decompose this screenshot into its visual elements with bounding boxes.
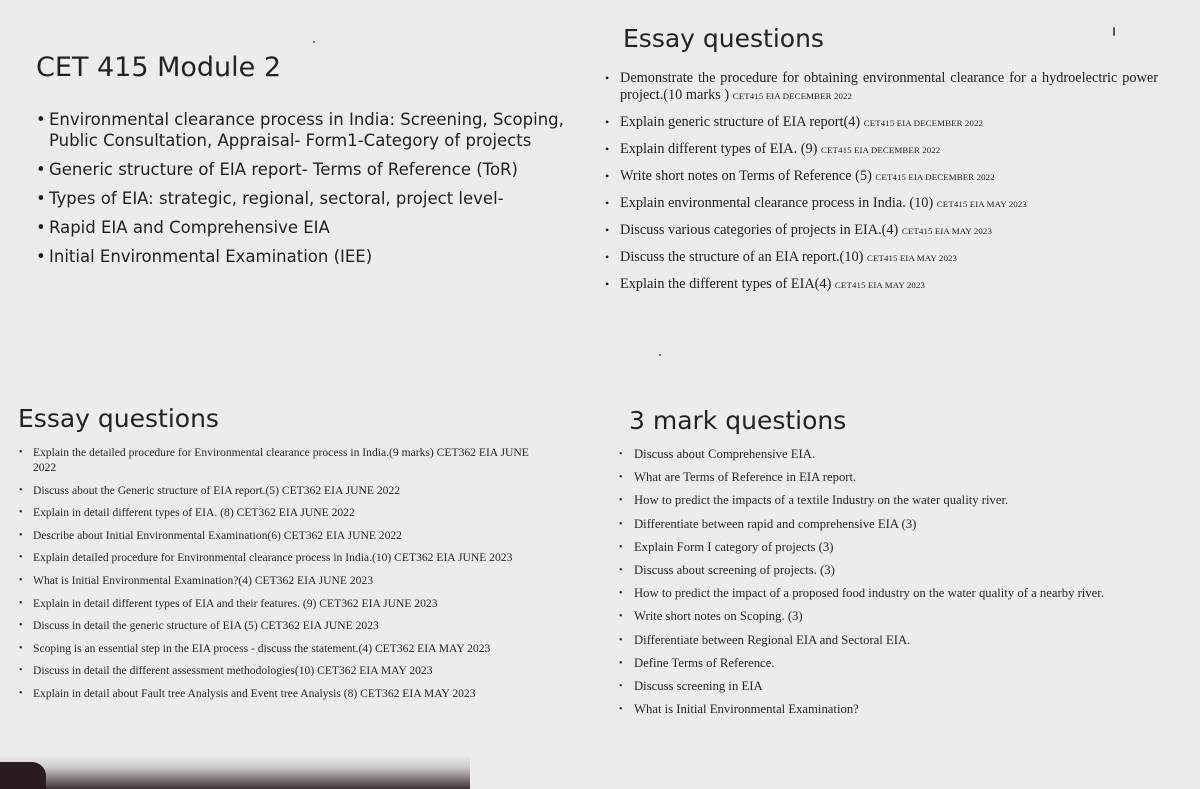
question-text: Explain the different types of EIA(4)	[620, 276, 832, 292]
essay-question-item: • Explain detailed procedure for Environmental clearance process in India.(10) CET362 EIA JUNE 2023	[18, 550, 538, 565]
topic-item: • Generic structure of EIA report- Terms of Reference (ToR)	[36, 159, 576, 180]
essay-bottom-list	[18, 445, 538, 701]
exam-tag: CET415 EIA MAY 2023	[936, 199, 1027, 209]
three-mark-title: 3 mark questions	[629, 406, 847, 435]
three-mark-item: • How to predict the impact of a proposed food industry on the water quality of a nearby river.	[617, 586, 1157, 601]
essay-question-item	[603, 276, 1158, 294]
three-mark-item: • What are Terms of Reference in EIA report.	[617, 470, 1157, 485]
question-text: Write short notes on Terms of Reference (5)	[620, 168, 872, 184]
module-topics-panel	[36, 52, 576, 275]
three-mark-item: • Write short notes on Scoping. (3)	[617, 609, 1157, 624]
three-mark-item: • Define Terms of Reference.	[617, 656, 1157, 671]
topic-item: • Rapid EIA and Comprehensive EIA	[36, 217, 576, 238]
exam-tag: CET415 EIA MAY 2023	[866, 253, 958, 263]
essay-question-item: • Discuss about the Generic structure of EIA report.(5) CET362 EIA JUNE 2022	[18, 483, 538, 498]
essay-question-item: • Explain the detailed procedure for Environmental clearance process in India.(9 marks) CET362 EIA JUNE 2022	[18, 445, 538, 475]
page-edge-shadow	[0, 755, 470, 789]
three-mark-item: • Discuss about screening of projects. (3)	[617, 563, 1157, 578]
essay-question-item	[603, 195, 1158, 213]
essay-questions-bottom-panel	[18, 404, 538, 709]
essay-question-item	[603, 222, 1158, 240]
exam-tag: CET415 EIA MAY 2023	[901, 226, 992, 236]
three-mark-item: • Discuss screening in EIA	[617, 679, 1157, 694]
essay-question-item	[603, 249, 1158, 267]
three-mark-item: • How to predict the impacts of a textile Industry on the water quality river.	[617, 493, 1157, 508]
essay-top-list	[603, 70, 1158, 294]
essay-question-item: • Discuss in detail the different assessment methodologies(10) CET362 EIA MAY 2023	[18, 663, 538, 678]
essay-question-item: • Explain in detail different types of EIA and their features. (9) CET362 EIA JUNE 2023	[18, 596, 538, 611]
module-title: CET 415 Module 2	[36, 52, 282, 83]
essay-question-item: • Describe about Initial Environmental Examination(6) CET362 EIA JUNE 2022	[18, 528, 538, 543]
three-mark-item: • What is Initial Environmental Examination?	[617, 702, 1157, 717]
question-text: Discuss various categories of projects in EIA.(4)	[620, 222, 899, 238]
essay-question-item: • What is Initial Environmental Examination?(4) CET362 EIA JUNE 2023	[18, 573, 538, 588]
question-text: Discuss the structure of an EIA report.(10)	[620, 249, 864, 265]
page-corner-shadow	[0, 762, 46, 789]
dust-speck	[659, 354, 661, 356]
three-mark-questions-panel	[617, 406, 1157, 725]
three-mark-item: • Differentiate between Regional EIA and Sectoral EIA.	[617, 633, 1157, 648]
essay-question-item	[603, 168, 1158, 186]
question-text: Explain environmental clearance process in India. (10)	[620, 195, 934, 211]
three-mark-list	[617, 447, 1157, 717]
topic-list	[36, 109, 576, 267]
three-mark-item: • Discuss about Comprehensive EIA.	[617, 447, 1157, 462]
essay-question-item: • Explain in detail different types of EIA. (8) CET362 EIA JUNE 2022	[18, 505, 538, 520]
exam-tag: CET415 EIA DECEMBER 2022	[821, 145, 941, 155]
essay-question-item: • Scoping is an essential step in the EIA process - discuss the statement.(4) CET362 EIA MAY 2023	[18, 641, 538, 656]
question-text: Explain different types of EIA. (9)	[620, 141, 818, 157]
essay-question-item: • Discuss in detail the generic structure of EIA (5) CET362 EIA JUNE 2023	[18, 618, 538, 633]
three-mark-item: • Explain Form I category of projects (3)	[617, 540, 1157, 555]
question-text: Explain generic structure of EIA report(4)	[620, 114, 861, 130]
topic-item: • Environmental clearance process in India: Screening, Scoping, Public Consultation, Appraisal- Form1-Category of projects	[36, 109, 576, 151]
essay-question-item	[603, 141, 1158, 159]
essay-questions-top-panel	[603, 24, 1158, 303]
exam-tag: CET415 EIA MAY 2023	[834, 280, 926, 290]
dust-speck	[1113, 27, 1115, 36]
essay-question-item: • Explain in detail about Fault tree Analysis and Event tree Analysis (8) CET362 EIA MAY 2023	[18, 686, 538, 701]
topic-item: • Types of EIA: strategic, regional, sectoral, project level-	[36, 188, 576, 209]
three-mark-item: • Differentiate between rapid and comprehensive EIA (3)	[617, 517, 1157, 532]
topic-item: • Initial Environmental Examination (IEE)	[36, 246, 576, 267]
exam-tag: CET415 EIA DECEMBER 2022	[732, 91, 853, 101]
essay-bottom-title: Essay questions	[18, 404, 219, 433]
essay-question-item	[603, 114, 1158, 132]
essay-top-title: Essay questions	[623, 24, 824, 53]
essay-question-item	[603, 70, 1158, 105]
exam-tag: CET415 EIA DECEMBER 2022	[863, 118, 984, 128]
dust-speck	[313, 41, 315, 43]
question-text: Demonstrate the procedure for obtaining environmental clearance for a hydroelectric power project.(10 marks )	[620, 70, 1158, 103]
exam-tag: CET415 EIA DECEMBER 2022	[875, 172, 995, 182]
